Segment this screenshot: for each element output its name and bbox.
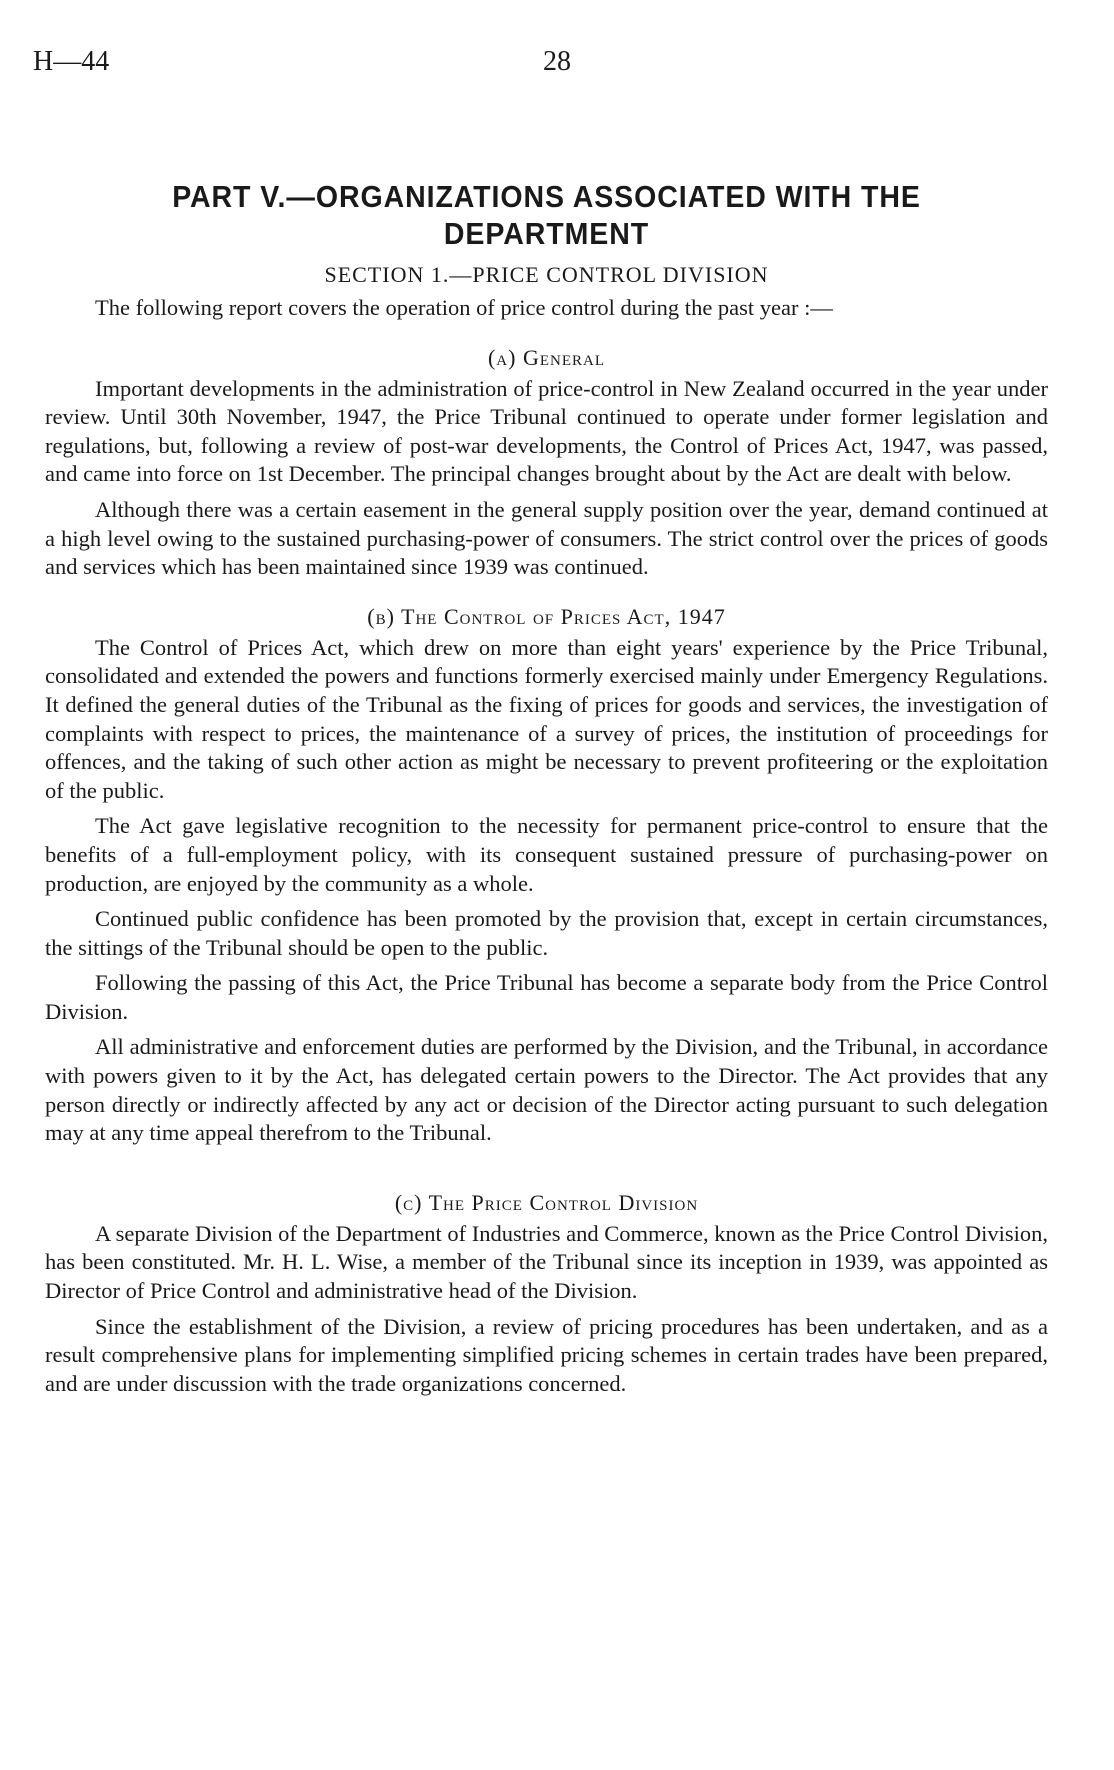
subsection-heading-act: (b) The Control of Prices Act, 1947 (367, 603, 726, 629)
paragraph: All administrative and enforcement duties are performed by the Division, and the Tribunal, in accordance with powers given to it by the Act, has delegated certain powers to the Director. The Act provides that any person directly or indirectly affected by any act or decision of the Director acting pursuant to such delegation may at any time appeal therefrom to the Tribunal. (45, 1034, 1048, 1146)
page-number: 28 (543, 46, 571, 77)
paragraph: Although there was a certain easement in the general supply position over the year, demand continued at a high level owing to the sustained purchasing-power of consumers. The strict control over the prices of goods and services which has been maintained since 1939 was continued. (45, 496, 1048, 580)
paragraph: Continued public confidence has been promoted by the provision that, except in certain circumstances, the sittings of the Tribunal should be open to the public. (45, 906, 1048, 960)
paragraph: Since the establishment of the Division, a review of pricing procedures has been undertaken, and as a result comprehensive plans for implementing simplified pricing schemes in certain trades have been prepared, and are under discussion with the trade organizations concerned. (45, 1313, 1048, 1396)
paragraph: A separate Division of the Department of Industries and Commerce, known as the Price Control Division, has been constituted. Mr. H. L. Wise, a member of the Tribunal since its inception in 1939, was appointed as Director of Price Control and administrative head of the Division. (45, 1220, 1048, 1304)
paragraph: The Act gave legislative recognition to the necessity for permanent price-control to ensure that the benefits of a full-employment policy, with its consequent sustained pressure of purchasing-power on production, are enjoyed by the community as a whole. (45, 813, 1048, 896)
intro-paragraph: The following report covers the operation of price control during the past year :— (95, 295, 833, 320)
paragraph: Important developments in the administration of price-control in New Zealand occurred in the year under review. Until 30th November, 1947, the Price Tribunal continued to operate under former legislation and regulations, but, following a review of post-war developments, the Control of Prices Act, 1947, was passed, and came into force on 1st December. The principal changes brought about by the Act are dealt with below. (45, 375, 1048, 487)
page-body (45, 178, 1048, 1398)
paragraph: Following the passing of this Act, the Price Tribunal has become a separate body from the Price Control Division. (45, 970, 1048, 1024)
subsection-heading-division: (c) The Price Control Division (394, 1189, 699, 1215)
subsection-heading-general: (a) General (487, 344, 606, 370)
section-heading: SECTION 1.—PRICE CONTROL DIVISION (324, 262, 769, 287)
paragraph: The Control of Prices Act, which drew on more than eight years' experience by the Price Tribunal, consolidated and extended the powers and functions formerly exercised mainly under Emergency Regulations. It defined the general duties of the Tribunal as the fixing of prices for goods and services, the investigation of complaints with respect to prices, the maintenance of a survey of prices, the institution of proceedings for offences, and the taking of such other action as might be necessary to prevent profiteering or the exploitation of the public. (45, 634, 1048, 803)
part-title-line-1: PART V.—ORGANIZATIONS ASSOCIATED WITH THE (172, 179, 921, 214)
part-title (85, 178, 1008, 252)
part-title-line-2: DEPARTMENT (443, 216, 650, 251)
document-series-code: H—44 (33, 46, 110, 77)
